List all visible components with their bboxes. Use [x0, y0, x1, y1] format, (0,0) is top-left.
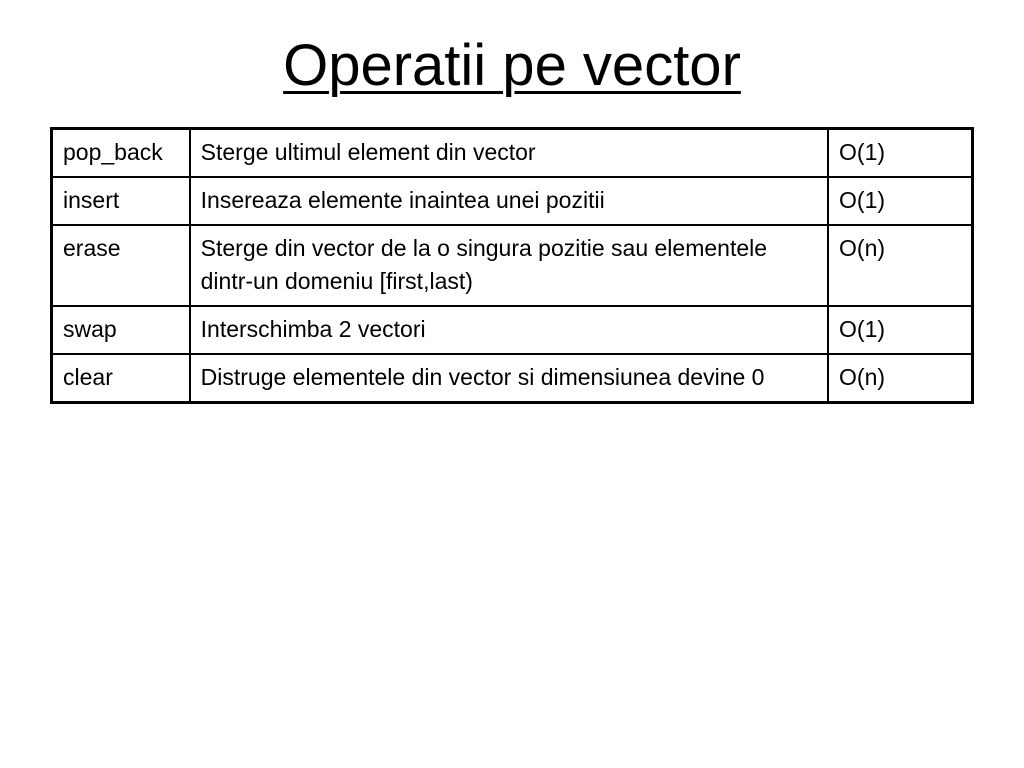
operation-cell: clear — [52, 354, 190, 403]
operation-cell: swap — [52, 306, 190, 354]
slide-title-text: Operatii pe vector — [283, 33, 741, 98]
slide-title — [0, 30, 1024, 102]
operations-table — [50, 127, 974, 404]
operation-cell: insert — [52, 177, 190, 225]
table-row — [52, 354, 973, 403]
table-row — [52, 306, 973, 354]
description-cell: Sterge din vector de la o singura pozitie sau elementele dintr-un domeniu [first,last) — [190, 225, 828, 306]
complexity-cell: O(1) — [828, 306, 972, 354]
description-cell: Sterge ultimul element din vector — [190, 129, 828, 178]
table-row — [52, 177, 973, 225]
complexity-cell: O(1) — [828, 129, 972, 178]
operation-cell: erase — [52, 225, 190, 306]
complexity-cell: O(n) — [828, 354, 972, 403]
table-row — [52, 225, 973, 306]
table-row — [52, 129, 973, 178]
operation-cell: pop_back — [52, 129, 190, 178]
description-cell: Insereaza elemente inaintea unei pozitii — [190, 177, 828, 225]
complexity-cell: O(1) — [828, 177, 972, 225]
description-cell: Interschimba 2 vectori — [190, 306, 828, 354]
complexity-cell: O(n) — [828, 225, 972, 306]
description-cell: Distruge elementele din vector si dimensiunea devine 0 — [190, 354, 828, 403]
